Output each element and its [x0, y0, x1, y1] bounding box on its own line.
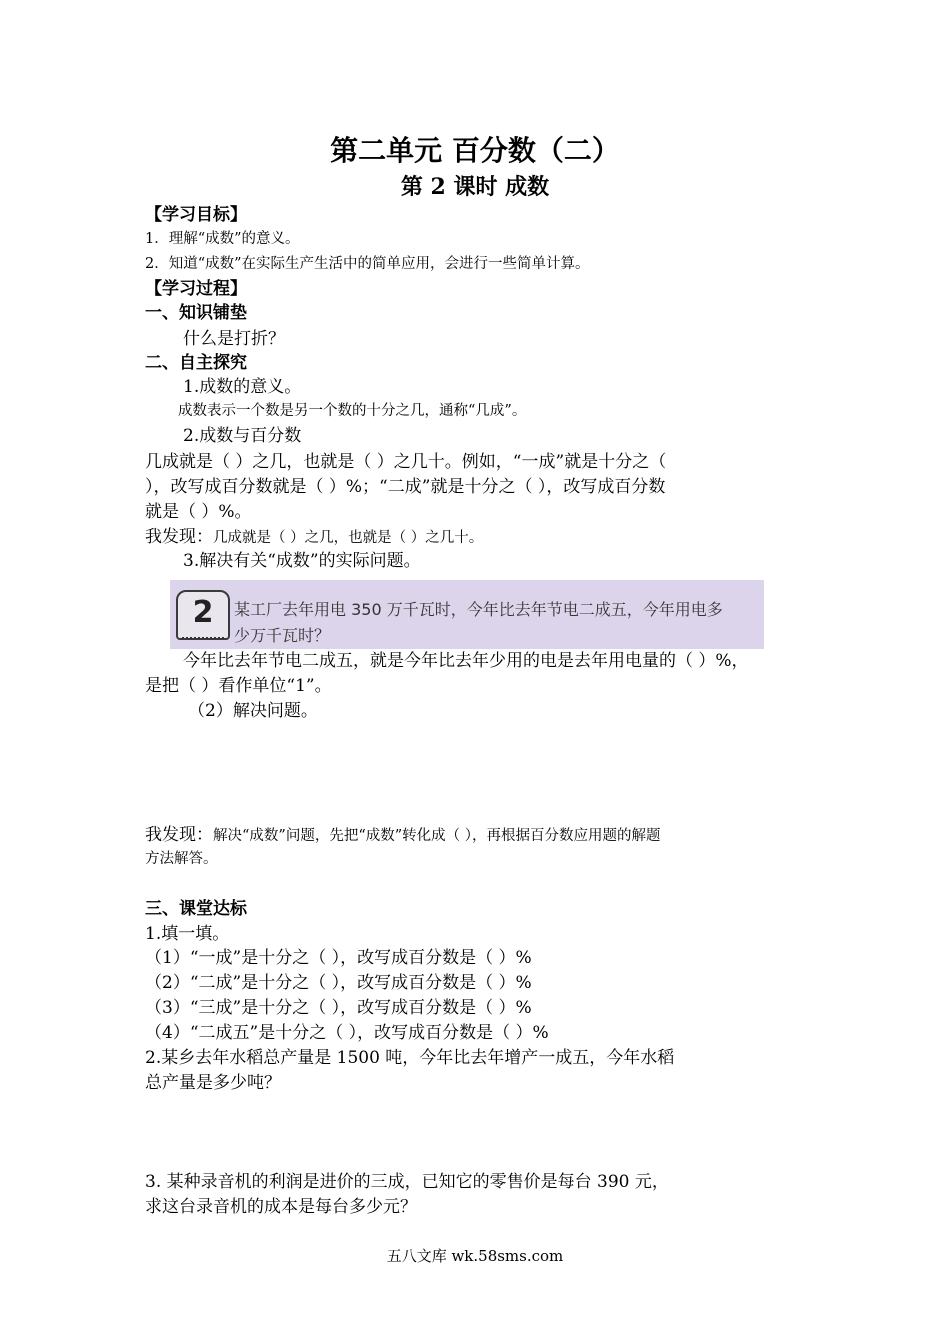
- finding-text: 几成就是（ ）之几，也就是（ ）之几十。: [213, 530, 484, 546]
- example-problem-image: [170, 580, 764, 649]
- finding1: [145, 527, 483, 547]
- problem-text: 某工厂去年用电 350 万千瓦时，今年比去年节电二成五，今年用电多: [234, 600, 723, 619]
- analysis-line: 今年比去年节电二成五，就是今年比去年少用的电是去年用电量的（ ）%，: [183, 651, 749, 671]
- paragraph-line: 就是（ ）%。: [145, 502, 252, 522]
- finding-text: 解决“成数”问题，先把“成数”转化成（ ），再根据百分数应用题的解题: [213, 828, 661, 844]
- q1-item: （1）“一成”是十分之（ ），改写成百分数是（ ）%: [145, 948, 532, 968]
- part3-heading: 三、课堂达标: [145, 899, 247, 919]
- problem-number-badge: [176, 590, 230, 640]
- item2-label: 2.成数与百分数: [183, 426, 302, 446]
- item1-definition: 成数表示一个数是另一个数的十分之几，通称“几成”。: [178, 403, 527, 419]
- problem-number: 2: [192, 595, 214, 630]
- q3-text: 3. 某种录音机的利润是进价的三成，已知它的零售价是每台 390 元，: [145, 1172, 669, 1192]
- lesson-subtitle: 第 2 课时 成数: [400, 174, 550, 200]
- item1-label: 1.成数的意义。: [183, 377, 302, 397]
- q1-item: （4）“二成五”是十分之（ ），改写成百分数是（ ）%: [145, 1023, 549, 1043]
- problem-text: 少万千瓦时？: [234, 626, 331, 645]
- page-title: 第二单元 百分数（二）: [330, 134, 620, 167]
- goal-item: 2．知道“成数”在实际生产生活中的简单应用，会进行一些简单计算。: [145, 256, 590, 272]
- part1-heading: 一、知识铺垫: [145, 303, 247, 323]
- process-heading: 【学习过程】: [145, 279, 247, 299]
- goal-item: 1．理解“成数”的意义。: [145, 231, 300, 247]
- part1-question: 什么是打折？: [183, 329, 285, 349]
- q1-title: 1.填一填。: [145, 924, 230, 944]
- q2-text: 2.某乡去年水稻总产量是 1500 吨，今年比去年增产一成五，今年水稻: [145, 1048, 675, 1068]
- finding-label: 我发现：: [145, 527, 213, 547]
- q2-text: 总产量是多少吨？: [145, 1073, 281, 1093]
- footer-watermark: 五八文库 wk.58sms.com: [386, 1247, 564, 1265]
- q1-item: （3）“三成”是十分之（ ），改写成百分数是（ ）%: [145, 998, 532, 1018]
- part2-heading: 二、自主探究: [145, 353, 247, 373]
- finding-text: 方法解答。: [145, 851, 218, 867]
- finding-label: 我发现：: [145, 825, 213, 845]
- analysis-line: 是把（ ）看作单位“1”。: [145, 676, 332, 696]
- step2-label: （2）解决问题。: [188, 701, 318, 721]
- finding2: [145, 825, 661, 845]
- paragraph-line: 几成就是（ ）之几，也就是（ ）之几十。例如，“一成”就是十分之（: [145, 452, 667, 472]
- item3-label: 3.解决有关“成数”的实际问题。: [183, 551, 421, 571]
- paragraph-line: ），改写成百分数就是（ ）%；“二成”就是十分之（ ），改写成百分数: [145, 477, 666, 497]
- q3-text: 求这台录音机的成本是每台多少元？: [145, 1197, 417, 1217]
- goals-heading: 【学习目标】: [145, 205, 247, 225]
- q1-item: （2）“二成”是十分之（ ），改写成百分数是（ ）%: [145, 973, 532, 993]
